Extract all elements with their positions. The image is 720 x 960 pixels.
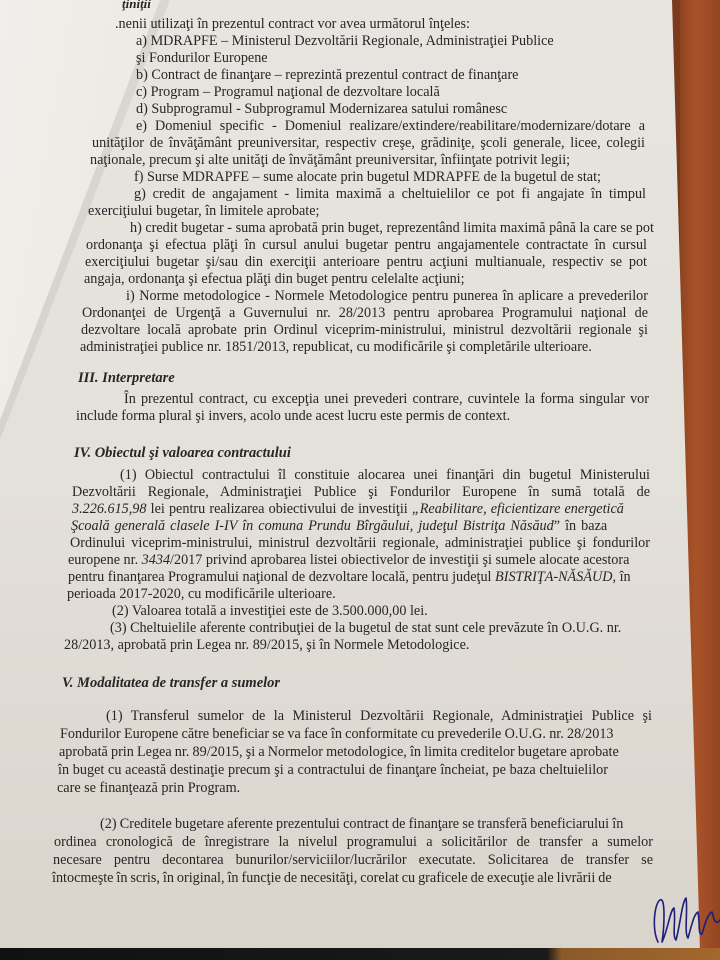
section-5-paragraph-2-cont: necesare pentru decontarea bunurilor/serviciilor/lucrărilor executate. Solicitarea de transfer se bbox=[53, 852, 653, 868]
definition-b: b) Contract de finanţare – reprezintă prezentul contract de finanţare bbox=[136, 67, 519, 83]
section-5-paragraph-2-cont: ordinea cronologică de înregistrare la nivelul programului a solicitărilor de transfer a sumelor bbox=[54, 834, 653, 850]
section-3-title: III. Interpretare bbox=[78, 370, 175, 386]
definition-h-cont: ordonanţa şi efectua plăţi în cursul anului bugetar pentru angajamentele contractate în cursul bbox=[86, 237, 647, 253]
definition-d: d) Subprogramul - Subprogramul Modernizarea satului românesc bbox=[136, 101, 508, 117]
section-5-paragraph-1-cont: aprobată prin Legea nr. 89/2015, şi a Normelor metodologice, în limita creditelor bugetare aprobate bbox=[59, 744, 619, 760]
section-4-paragraph-3-cont: 28/2013, aprobată prin Legea nr. 89/2015, şi în Normele Metodologice. bbox=[64, 637, 470, 653]
definition-h-cont: angaja, ordonanţa şi efectua plăţi din buget pentru celelalte acţiuni; bbox=[84, 271, 465, 287]
section-5-title: V. Modalitatea de transfer a sumelor bbox=[62, 675, 281, 691]
definition-a-cont: şi Fondurilor Europene bbox=[136, 50, 268, 66]
investment-objective-cont: Şcoală generală clasele I-IV în comuna Prundu Bîrgăului, judeţul Bistriţa Năsăud bbox=[71, 518, 554, 534]
definition-e-cont: unităţilor de învăţământ preuniversitar, respectiv creşe, grădiniţe, şcoli generale, licee, colegii bbox=[92, 135, 645, 151]
investment-objective: „Reabilitare, eficientizare energetică bbox=[411, 501, 624, 517]
handwritten-signature bbox=[650, 890, 720, 950]
text-fragment: europene nr. bbox=[68, 552, 142, 568]
order-number: 3434 bbox=[141, 552, 171, 568]
definition-i: i) Norme metodologice - Normele Metodologice pentru punerea în aplicare a prevederilor bbox=[126, 288, 648, 304]
section-5-paragraph-1-cont: Fondurilor Europene către beneficiar se va face în conformitate cu prevederile O.U.G. nr. 28/2013 bbox=[60, 726, 614, 742]
definition-h-cont: exerciţiului bugetar şi/sau din exerciţii anterioare pentru acţiuni multianuale, respectiv se pot bbox=[85, 254, 647, 270]
section-4-paragraph-1-cont: perioada 2017-2020, cu modificările ulterioare. bbox=[67, 586, 336, 602]
definition-c: c) Program – Programul naţional de dezvoltare locală bbox=[136, 84, 440, 100]
text-fragment: , în bbox=[612, 569, 631, 585]
section-4-paragraph-1-cont: Dezvoltării Regionale, Administraţiei Publice şi Fondurilor Europene în sumă totală de bbox=[72, 484, 650, 500]
section-4-paragraph-1-cont bbox=[71, 518, 607, 536]
county-name: BISTRIŢA-NĂSĂUD bbox=[495, 569, 613, 585]
section-4-paragraph-3: (3) Cheltuielile aferente contribuţiei de la bugetul de stat sunt cele prevăzute în O.U.G. nr. bbox=[110, 620, 622, 636]
contract-amount: 3.226.615,98 bbox=[72, 501, 147, 517]
definition-g-cont: exerciţiului bugetar, în limitele aprobate; bbox=[88, 203, 320, 219]
definition-f: f) Surse MDRAPFE – sume alocate prin bugetul MDRAPFE de la bugetul de stat; bbox=[134, 169, 601, 185]
background-table-strip bbox=[0, 948, 720, 960]
section-5-paragraph-1-cont: care se finanţează prin Program. bbox=[57, 780, 241, 796]
definition-g: g) credit de angajament - limita maximă a cheltuielilor ce pot fi angajate în timpul bbox=[134, 186, 646, 202]
section-5-paragraph-1: (1) Transferul sumelor de la Ministerul Dezvoltării Regionale, Administraţiei Publice şi bbox=[106, 708, 652, 724]
definition-i-cont: administraţiei publice nr. 1851/2013, republicat, cu modificările şi completările ulterioare. bbox=[80, 339, 592, 355]
definition-e: e) Domeniul specific - Domeniul realizare/extindere/reabilitare/modernizare/dotare a bbox=[136, 118, 645, 134]
section-4-paragraph-1: (1) Obiectul contractului îl constituie alocarea unei finanţări din bugetul Ministerului bbox=[120, 467, 650, 483]
section-3-paragraph-cont: include forma plural şi invers, acolo unde acest lucru este permis de context. bbox=[76, 408, 511, 424]
text-fragment: ” în baza bbox=[553, 518, 608, 534]
definition-h: h) credit bugetar - suma aprobată prin buget, reprezentând limita maximă până la care se pot bbox=[130, 220, 654, 236]
section-4-paragraph-2: (2) Valoarea totală a investiţiei este de 3.500.000,00 lei. bbox=[112, 603, 428, 619]
section-4-paragraph-1-cont: Ordinului viceprim-ministrului, ministrul dezvoltării regionale, administraţiei publice şi fondurilor bbox=[70, 535, 650, 551]
text-fragment: pentru finanţarea Programului naţional de dezvoltare locală, pentru judeţul bbox=[68, 569, 496, 585]
text-fragment: lei pentru realizarea obiectivului de investiţii bbox=[146, 501, 412, 517]
section-5-paragraph-2: (2) Creditele bugetare aferente prezentului contract de finanţare se transferă beneficiarului în bbox=[100, 816, 624, 832]
section-4-paragraph-1-cont bbox=[68, 569, 631, 587]
section-4-paragraph-1-cont bbox=[72, 501, 624, 519]
definition-e-cont: naţionale, precum şi alte unităţi de învăţământ preuniversitar, înfiinţate potrivit legii; bbox=[90, 152, 571, 168]
definition-a: a) MDRAPFE – Ministerul Dezvoltării Regionale, Administraţiei Publice bbox=[136, 33, 554, 49]
definition-i-cont: Ordonanţei de Urgenţă a Guvernului nr. 28/2013 pentru aprobarea Programului naţional de bbox=[82, 305, 648, 321]
section-4-paragraph-1-cont bbox=[68, 552, 629, 570]
section-5-paragraph-2-cont: întocmeşte în scris, în original, în funcţie de necesităţi, corelat cu graficele de execuţie ale livrării de bbox=[52, 870, 612, 886]
section-4-title: IV. Obiectul şi valoarea contractului bbox=[74, 445, 291, 461]
definitions-intro: .nenii utilizaţi în prezentul contract vor avea următorul înţeles: bbox=[115, 16, 470, 32]
section-3-paragraph: În prezentul contract, cu excepţia unei prevederi contrare, cuvintele la forma singular vor bbox=[124, 391, 649, 407]
section-5-paragraph-1-cont: în buget cu această destinaţie precum şi a contractului de finanţare încheiat, pe baza cheltuielilor bbox=[58, 762, 608, 778]
header-fragment: ţiniţii bbox=[122, 0, 151, 11]
definition-i-cont: dezvoltare locală aprobate prin Ordinul viceprim-ministrului, ministrul dezvoltării regionale şi bbox=[81, 322, 648, 338]
text-fragment: /2017 privind aprobarea listei obiectivelor de investiţii şi sumele alocate acestora bbox=[170, 552, 630, 568]
